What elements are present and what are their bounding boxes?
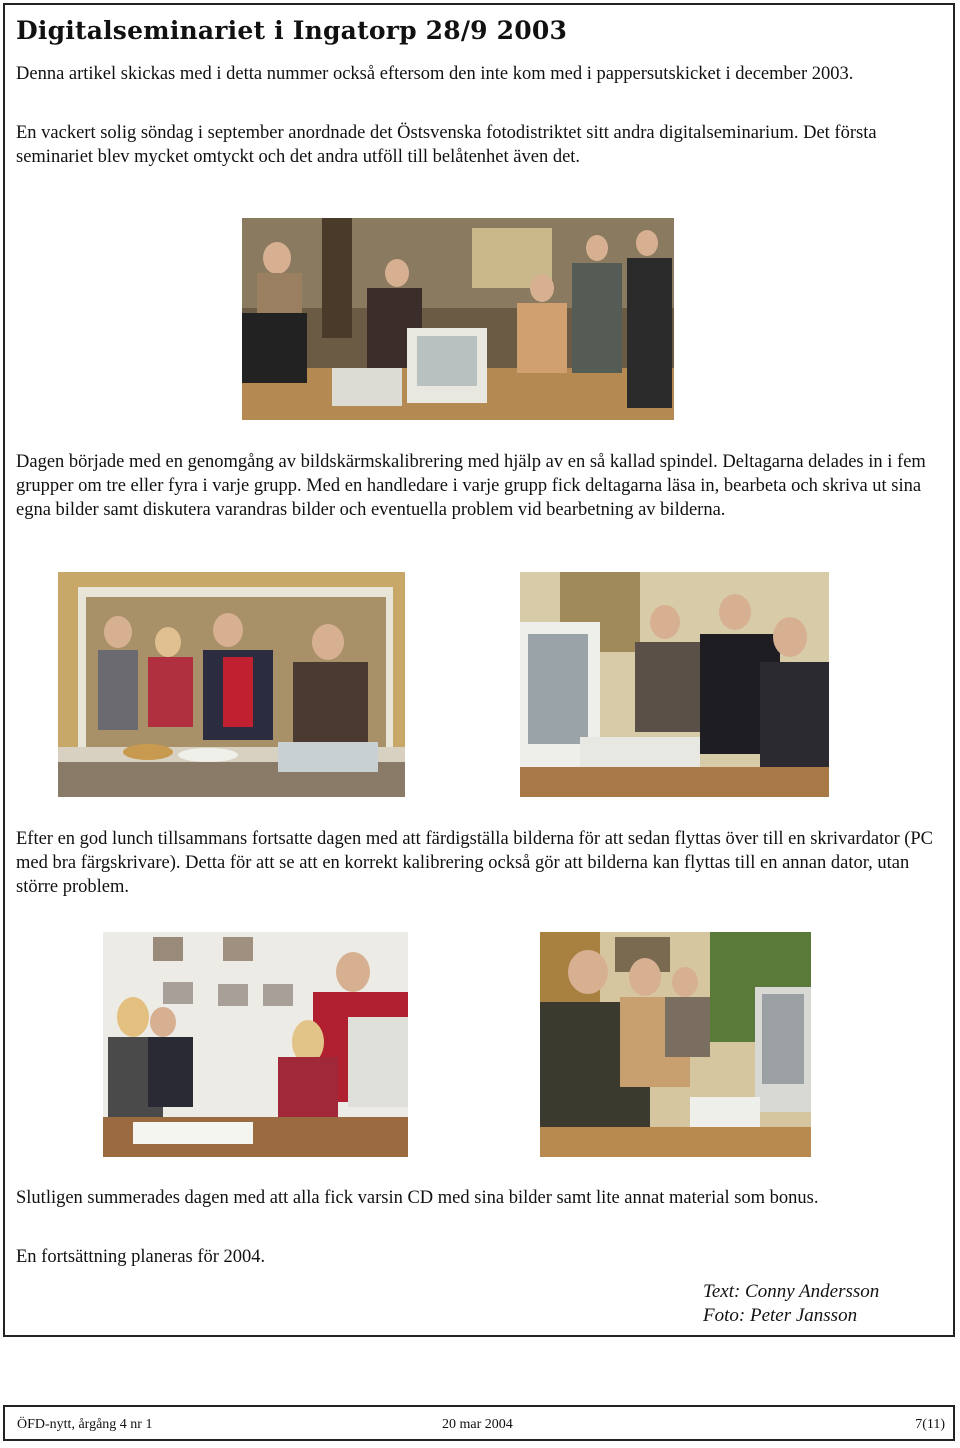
footer-date: 20 mar 2004 — [442, 1417, 513, 1432]
paragraph-4: Slutligen summerades dagen med att alla fick varsin CD med sina bilder samt lite annat material som bonus. — [16, 1188, 819, 1208]
photo-editing-session — [540, 932, 811, 1157]
footer-page-number: 7(11) — [915, 1417, 945, 1432]
article-title: Digitalseminariet i Ingatorp 28/9 2003 — [16, 16, 568, 45]
credit-text: Text: Conny Andersson — [703, 1281, 880, 1302]
photo-participants-at-desk — [103, 932, 408, 1157]
paragraph-2: Dagen började med en genomgång av bildskärmskalibrering med hjälp av en så kallad spindel. Deltagarna delades in i fem grupper om tre eller fyra i varje grupp. Med en handledare i varje grupp fick deltagarna läsa in, bearbeta och skriva ut sina egna bilder samt diskutera varandras bilder och eventuella problem vid bearbetning av bilderna. — [16, 452, 926, 520]
photo-seminar-group — [242, 218, 674, 420]
paragraph-3: Efter en god lunch tillsammans fortsatte dagen med att färdigställa bilderna för att sedan flyttas över till en skrivardator (PC med bra färgskrivare). Detta för att se att en korrekt kalibrering också gör att bilderna kan flyttas till en annan dator, utan större problem. — [16, 829, 934, 897]
credits — [703, 1280, 879, 1328]
footer-publication: ÖFD-nytt, årgång 4 nr 1 — [17, 1417, 153, 1432]
paragraph-1: En vackert solig söndag i september anordnade det Östsvenska fotodistriktet sitt andra digitalseminarium. Det första seminariet blev mycket omtyckt och det andra utföll till belåtenhet även det. — [16, 123, 877, 167]
credit-photo: Foto: Peter Jansson — [703, 1305, 858, 1326]
paragraph-5: En fortsättning planeras för 2004. — [16, 1247, 266, 1267]
page-footer — [3, 1405, 955, 1441]
intro-paragraph: Denna artikel skickas med i detta nummer också eftersom den inte kom med i pappersutskicket i december 2003. — [16, 64, 854, 84]
photo-computer-workgroup — [520, 572, 829, 797]
photo-lunch-buffet — [58, 572, 405, 797]
